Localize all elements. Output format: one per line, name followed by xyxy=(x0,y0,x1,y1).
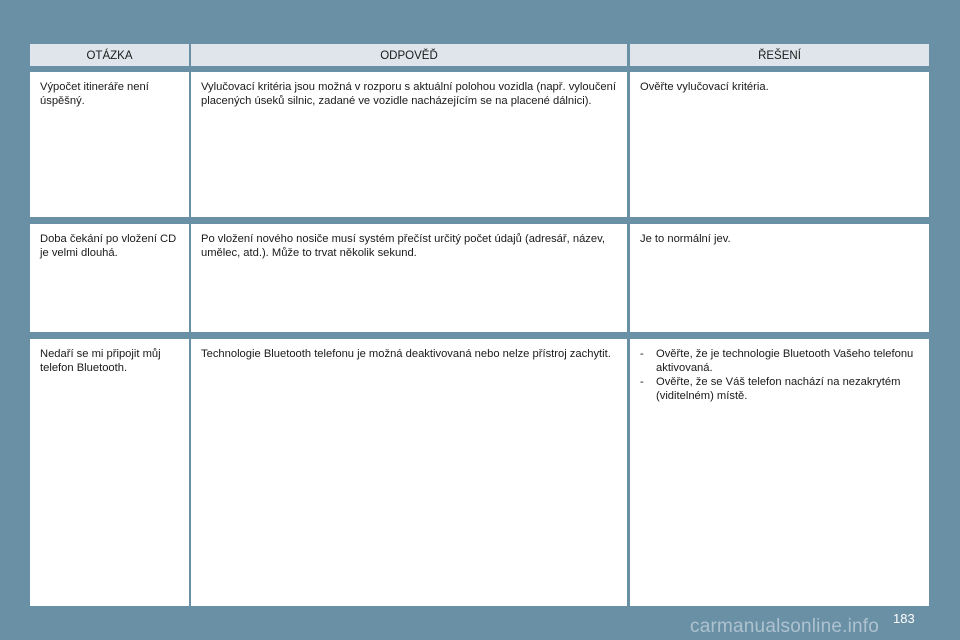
solution-item: - Ověřte, že se Váš telefon nachází na nezakrytém (viditelném) místě. xyxy=(640,375,921,403)
table-row xyxy=(30,224,929,332)
solution-item: - Ověřte, že je technologie Bluetooth Vašeho telefonu aktivovaná. xyxy=(640,347,921,375)
question-cell: Doba čekání po vložení CD je velmi dlouhá. xyxy=(30,224,189,332)
question-cell: Výpočet itineráře není úspěšný. xyxy=(30,72,189,217)
answer-cell: Technologie Bluetooth telefonu je možná deaktivovaná nebo nelze přístroj zachytit. xyxy=(191,339,627,606)
header-question: OTÁZKA xyxy=(30,44,189,66)
solution-text: Ověřte vylučovací kritéria. xyxy=(640,81,769,93)
watermark: carmanualsonline.info xyxy=(690,616,880,637)
question-cell: Nedaří se mi připojit můj telefon Bluetooth. xyxy=(30,339,189,606)
header-answer: ODPOVĚĎ xyxy=(191,44,627,66)
table-header xyxy=(30,44,929,66)
answer-cell: Vylučovací kritéria jsou možná v rozporu s aktuální polohou vozidla (např. vyloučení placených úseků silnic, zadané ve vozidle nacházejícím se na placené dálnici). xyxy=(191,72,627,217)
solution-text: Je to normální jev. xyxy=(640,233,731,245)
table-row xyxy=(30,339,929,606)
solution-cell xyxy=(630,339,929,606)
solution-cell xyxy=(630,224,929,332)
table-row xyxy=(30,72,929,217)
solution-cell xyxy=(630,72,929,217)
solution-list xyxy=(640,347,921,403)
page-number: 183 xyxy=(893,611,915,626)
header-solution: ŘEŠENÍ xyxy=(630,44,929,66)
answer-cell: Po vložení nového nosiče musí systém přečíst určitý počet údajů (adresář, název, umělec, atd.). Může to trvat několik sekund. xyxy=(191,224,627,332)
